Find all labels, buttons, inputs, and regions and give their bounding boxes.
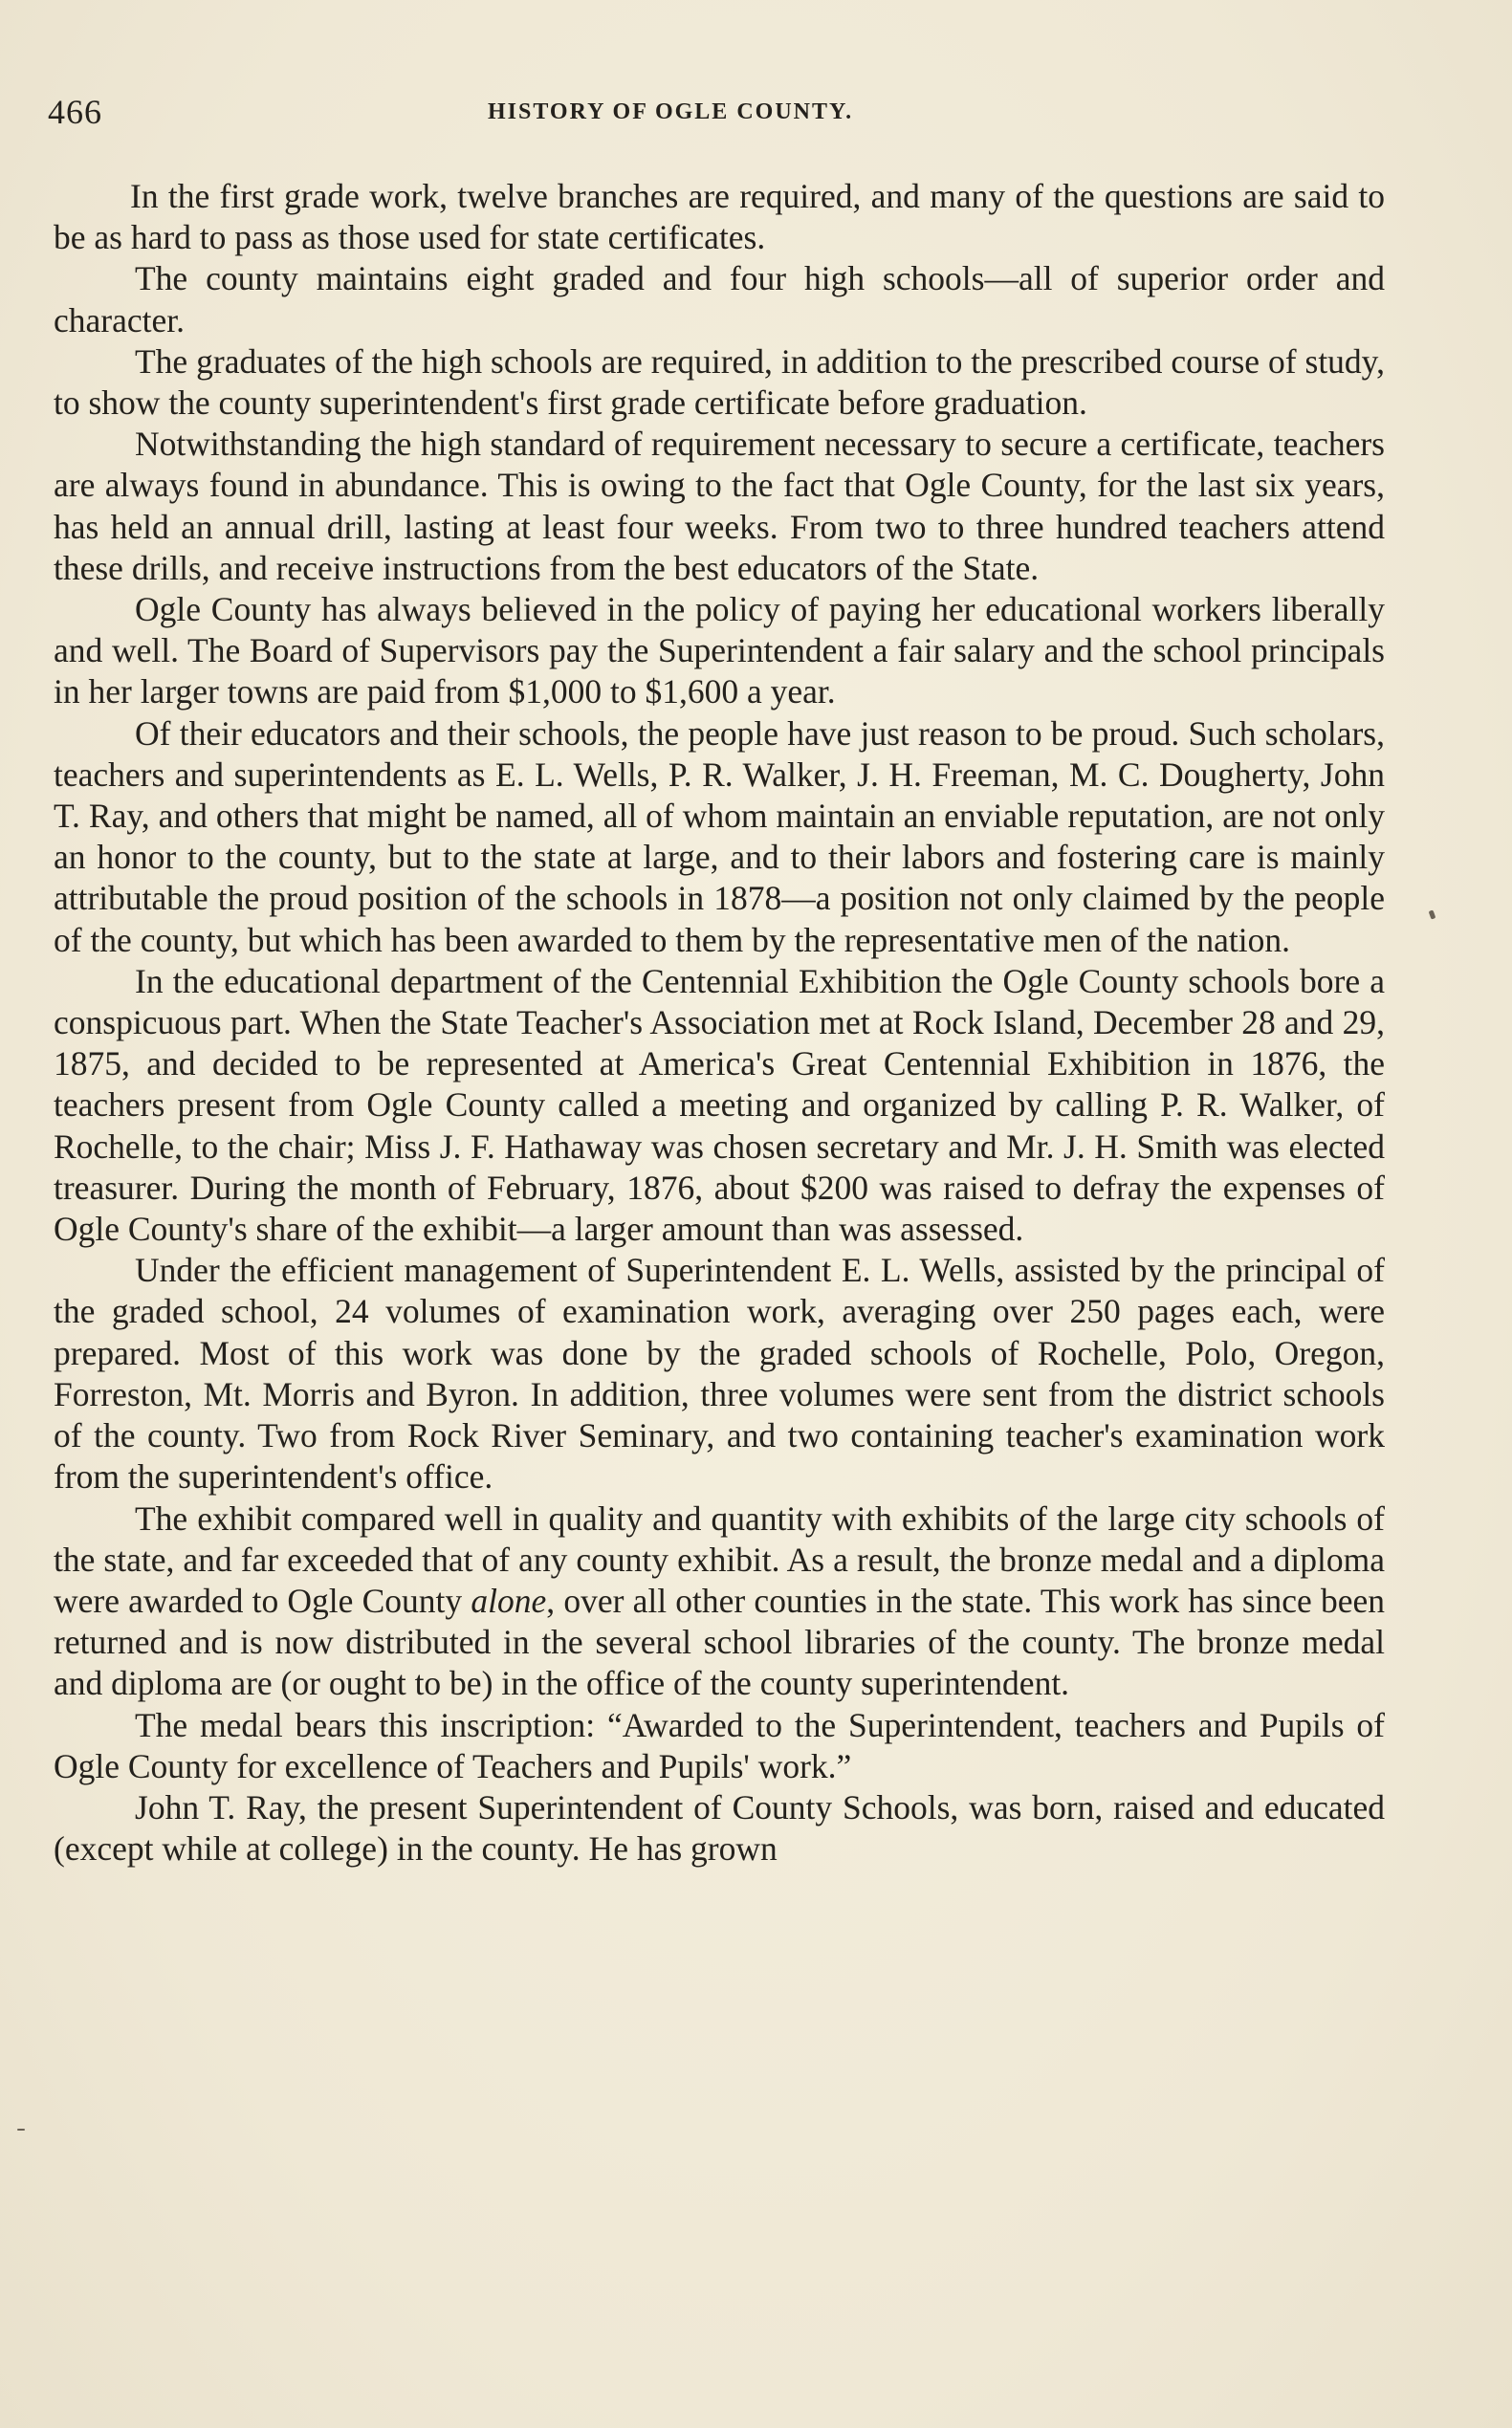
paragraph-bronze-medal — [54, 1498, 1385, 1705]
page-number: 466 — [48, 93, 102, 131]
paragraph-graded-schools: The county maintains eight graded and four high schools—all of superior order and character. — [54, 259, 1385, 339]
paragraph-examination-work: Under the efficient management of Superintendent E. L. Wells, assisted by the principal of the graded school, 24 volumes of examination work, averaging over 250 pages each, were prepared. Most of this work was done by the graded schools of Rochelle, Polo, Oregon, Forreston, Mt. Morris and Byron. In addition, three volumes were sent from the district schools of the county. Two from Rock River Seminary, and two containing teacher's examination work from the superintendent's office. — [54, 1251, 1385, 1497]
paragraph-educators: Of their educators and their schools, the people have just reason to be proud. Such scholars, teachers and superintendents as E. L. Wells, P. R. Walker, J. H. Freeman, M. C. Dougherty, John T. Ray, and others that might be named, all of whom maintain an enviable reputation, are not only an honor to the county, but to the state at large, and to their labors and fostering care is mainly attributable the proud position of the schools in 1878—a position not only claimed by the people of the county, but which has been awarded to them by the representative men of the nation. — [54, 713, 1385, 959]
medal-text-emphasis: alone — [471, 1581, 547, 1620]
running-title: HISTORY OF OGLE COUNTY. — [488, 99, 854, 124]
body-text — [54, 176, 1385, 1870]
paragraph-graduates: The graduates of the high schools are required, in addition to the prescribed course of study, to show the county superintendent's first grade certificate before graduation. — [54, 341, 1385, 423]
paper-speck — [17, 2129, 25, 2131]
page-header — [48, 92, 1387, 130]
paragraph-salaries: Ogle County has always believed in the policy of paying her educational workers liberally and well. The Board of Supervisors pay the Superintendent a fair salary and the school principals in her larger towns are paid from $1,000 to $1,600 a year. — [54, 590, 1385, 711]
medal-text-before: The exhibit compared well in quality and quantity with exhibits of the large city schools of the state, and far exceeded that of any county exhibit. As a result, the bronze medal and a diploma were awarded to Ogle County — [54, 1498, 1385, 1620]
paper-speck — [1429, 909, 1436, 919]
paragraph-inscription: The medal bears this inscription: “Awarded to the Superintendent, teachers and Pupils of Ogle County for excellence of Teachers and Pupils' work.” — [54, 1705, 1385, 1785]
paragraph-teacher-drills: Notwithstanding the high standard of requirement necessary to secure a certificate, teachers are always found in abundance. This is owing to the fact that Ogle County, for the last six years, has held an annual drill, lasting at least four weeks. From two to three hundred teachers attend these drills, and receive instructions from the best educators of the State. — [54, 425, 1385, 587]
paragraph-first-grade: In the first grade work, twelve branches are required, and many of the questions are said to be as hard to pass as those used for state certificates. — [54, 177, 1385, 257]
medal-text-after: , over all other counties in the state. This work has since been returned and is now distributed in the several school libraries of the county. The bronze medal and diploma are (or ought to be) in the office of the county superintendent. — [54, 1581, 1385, 1703]
paragraph-centennial: In the educational department of the Centennial Exhibition the Ogle County schools bore a conspicuous part. When the State Teacher's Association met at Rock Island, December 28 and 29, 1875, and decided to be represented at America's Great Centennial Exhibition in 1876, the teachers present from Ogle County called a meeting and organized by calling P. R. Walker, of Rochelle, to the chair; Miss J. F. Hathaway was chosen secretary and Mr. J. H. Smith was elected treasurer. During the month of February, 1876, about $200 was raised to defray the expenses of Ogle County's share of the exhibit—a larger amount than was assessed. — [54, 961, 1385, 1249]
paragraph-john-ray: John T. Ray, the present Superintendent of County Schools, was born, raised and educated (except while at college) in the county. He has grown — [54, 1787, 1385, 1869]
